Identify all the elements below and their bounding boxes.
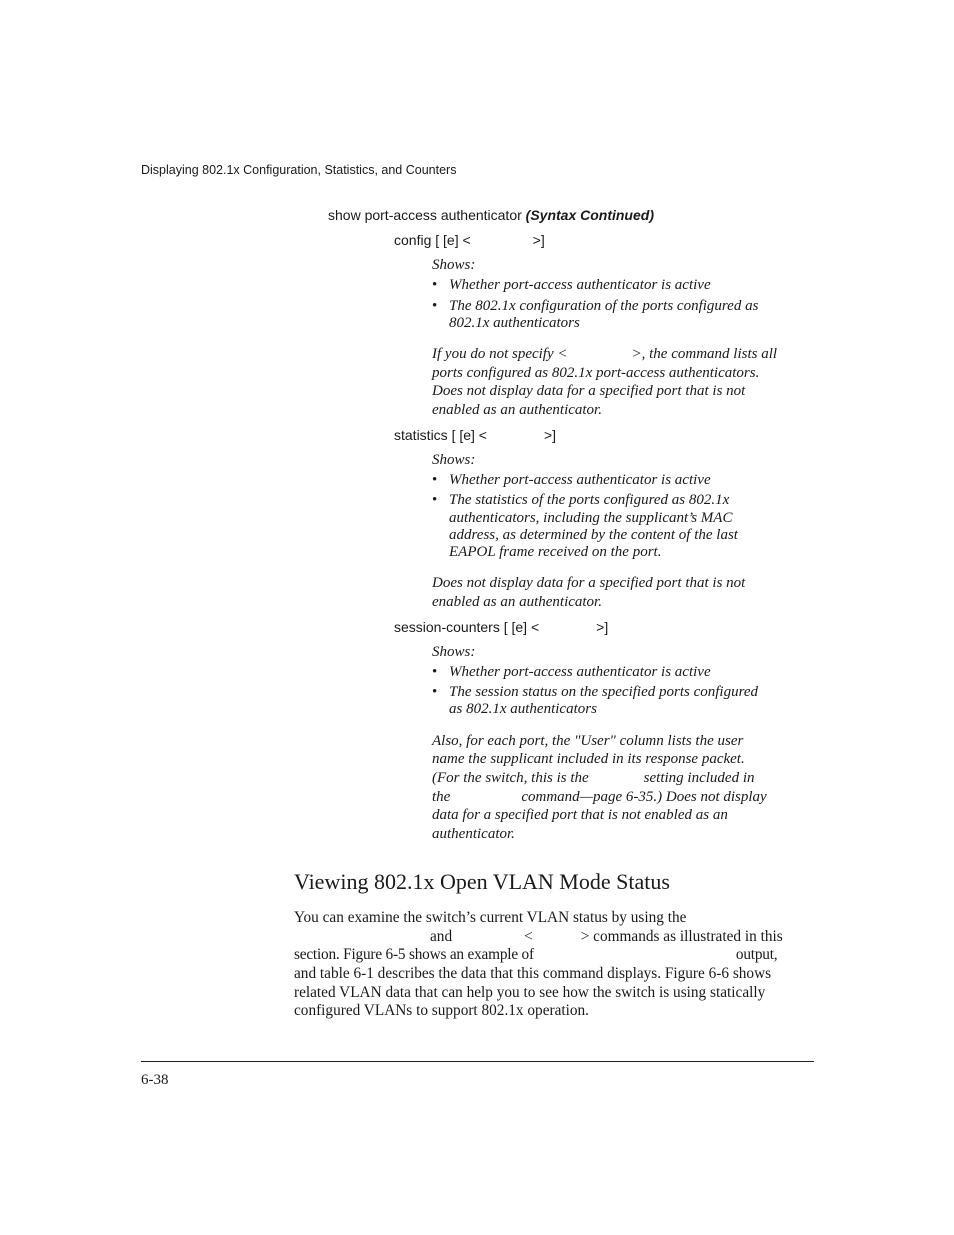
statistics-para-line: Does not display data for a specified port that is not (432, 575, 746, 591)
body-line: and table 6-1 describes the data that this command displays. Figure 6-6 shows (294, 965, 772, 982)
statistics-para-line: enabled as an authenticator. (432, 594, 602, 610)
config-para-line: Does not display data for a specified port that is not (432, 383, 746, 399)
statistics-bullet: • The statistics of the ports configured as 802.1x (432, 492, 730, 508)
statistics-command-text: statistics [ [e] < (394, 427, 487, 443)
session-counters-para-line: name the supplicant included in its response packet. (432, 751, 745, 767)
config-bullet: • Whether port-access authenticator is active (432, 277, 711, 293)
session-counters-para-line: (For the switch, this is the setting included in (432, 770, 755, 786)
config-para-line: ports configured as 802.1x port-access authenticators. (432, 365, 760, 381)
body-line: related VLAN data that can help you to see how the switch is using statically (294, 984, 766, 1001)
footer-rule (141, 1061, 814, 1062)
statistics-bullet: • Whether port-access authenticator is active (432, 472, 711, 488)
config-command-close: >] (532, 232, 545, 248)
statistics-bullet-cont: address, as determined by the content of the last (449, 527, 738, 543)
syntax-heading (328, 207, 654, 223)
session-counters-command-close: >] (596, 619, 609, 635)
config-bullet-cont: 802.1x authenticators (449, 315, 580, 331)
session-counters-para-line: authenticator. (432, 826, 515, 842)
session-counters-bullet: • Whether port-access authenticator is active (432, 664, 711, 680)
statistics-shows-label: Shows: (432, 452, 476, 468)
statistics-bullet-cont: authenticators, including the supplicant’s MAC (449, 510, 733, 526)
session-counters-para-line: the command—page 6-35.) Does not display (432, 789, 767, 805)
session-counters-para-line: data for a specified port that is not enabled as an (432, 807, 728, 823)
syntax-command: show port-access authenticator (328, 207, 522, 223)
session-counters-command-text: session-counters [ [e] < (394, 619, 540, 635)
running-head: Displaying 802.1x Configuration, Statistics, and Counters (141, 163, 457, 177)
session-counters-para-line: Also, for each port, the "User" column lists the user (432, 733, 744, 749)
body-line: configured VLANs to support 802.1x operation. (294, 1002, 589, 1019)
statistics-command (394, 427, 556, 443)
config-bullet: • The 802.1x configuration of the ports configured as (432, 298, 759, 314)
body-line: You can examine the switch’s current VLAN status by using the (294, 909, 687, 926)
session-counters-shows-label: Shows: (432, 644, 476, 660)
body-line: and < > commands as illustrated in this (430, 928, 783, 945)
session-counters-bullet: • The session status on the specified ports configured (432, 684, 759, 700)
statistics-bullet-cont: EAPOL frame received on the port. (449, 544, 662, 560)
config-para-line: enabled as an authenticator. (432, 402, 602, 418)
config-command-text: config [ [e] < (394, 232, 471, 248)
statistics-command-close: >] (543, 427, 557, 443)
section-title: Viewing 802.1x Open VLAN Mode Status (294, 869, 670, 894)
body-line: section. Figure 6-5 shows an example of output, (294, 946, 778, 963)
config-command (394, 232, 545, 248)
session-counters-bullet-cont: as 802.1x authenticators (449, 701, 597, 717)
config-shows-label: Shows: (432, 257, 476, 273)
page-number: 6-38 (141, 1072, 169, 1088)
session-counters-command (394, 619, 608, 635)
config-para-line: If you do not specify < >, the command lists all (432, 346, 778, 362)
syntax-continued-note: (Syntax Continued) (525, 207, 654, 223)
